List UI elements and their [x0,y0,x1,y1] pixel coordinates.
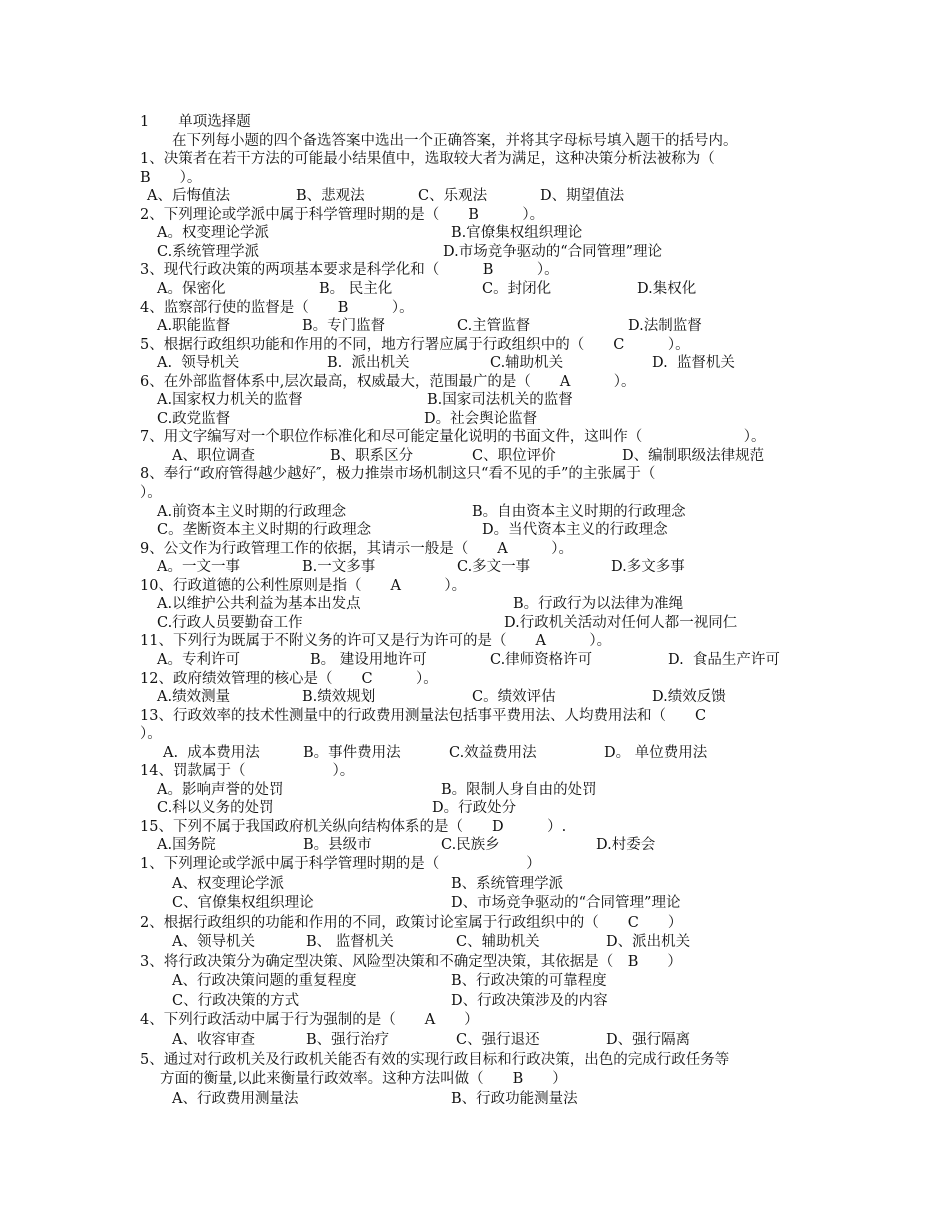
option: D.村委会 [596,837,656,854]
question-p1-13-cont: ）。 [140,726,162,743]
option: D. 监督机关 [652,355,735,372]
option: D.绩效反馈 [652,689,726,706]
option: A.绩效测量 [157,689,231,706]
option: C.科以义务的处罚 [157,800,274,817]
question-p1-1-cont: B ）。 [140,169,202,186]
option: B.国家司法机关的监督 [427,392,573,409]
option: A.职能监督 [157,318,231,335]
option: C、职位评价 [472,447,556,464]
option: A.前资本主义时期的行政理念 [157,503,347,520]
option: B、 监督机关 [306,934,394,951]
section-title: 1 单项选择题 [140,114,251,130]
question-p2-5: 5、通过对行政机关及行政机关能否有效的实现行政目标和行政决策，出色的完成行政任务等 [140,1051,730,1068]
question-p1-8-cont: ）。 [140,485,162,501]
option: A、权变理论学派 [172,875,284,892]
option: A、领导机关 [172,934,255,951]
option: D。社会舆论监督 [424,410,538,427]
instruction-text: 在下列每小题的四个备选答案中选出一个正确答案，并将其字母标号填入题干的括号内。 [172,132,738,149]
option: A。影响声誉的处罚 [157,781,284,798]
option: D。 单位费用法 [604,744,708,761]
question-p1-9: 9、公文作为行政管理工作的依据，其请示一般是（ A ）。 [140,540,573,557]
option: C.系统管理学派 [157,243,260,260]
option: B.官僚集权组织理论 [451,225,583,242]
option: C。垄断资本主义时期的行政理念 [157,522,372,539]
option: C、强行退还 [456,1031,540,1048]
option: D、编制职级法律规范 [622,447,765,464]
question-p1-15: 15、下列不属于我国政府机关纵向结构体系的是（ D ）. [140,818,567,835]
question-p2-1: 1、下列理论或学派中属于科学管理时期的是（ ） [140,856,541,872]
option: D、期望值法 [540,188,625,205]
question-p1-2: 2、下列理论或学派中属于科学管理时期的是（ B ）。 [140,206,545,223]
option: B.绩效规划 [302,689,376,706]
option: B。自由资本主义时期的行政理念 [472,503,686,520]
option: B。县级市 [303,837,372,854]
option: D.市场竞争驱动的“合同管理”理论 [443,243,663,260]
question-p2-3: 3、将行政决策分为确定型决策、风险型决策和不确定型决策，其依据是（ B ） [140,953,682,970]
option: A. 成本费用法 [163,744,260,761]
question-p1-8: 8、奉行“政府管得越少越好″，极力推崇市场机制这只“看不见的手”的主张属于（ [140,466,656,483]
question-p1-4: 4、监察部行使的监督是（ B ）。 [140,299,414,316]
option: A.国务院 [157,837,216,854]
option: A.以维护公共利益为基本出发点 [157,596,361,613]
option: D. 食品生产许可 [668,651,780,668]
question-p1-3: 3、现代行政决策的两项基本要求是科学化和（ B ）。 [140,262,559,279]
option: C.效益费用法 [449,744,537,761]
option: B、行政决策的可靠程度 [451,973,607,990]
option: C、行政决策的方式 [172,992,300,1009]
option: A、职位调查 [172,447,255,464]
option: C。封闭化 [482,280,552,297]
option: B、悲观法 [296,188,365,205]
option: A.国家权力机关的监督 [157,392,303,409]
option: B。行政行为以法律为准绳 [513,596,684,613]
option: A、后悔值法 [147,188,230,205]
option: A、收容审查 [172,1031,255,1048]
option: B。专门监督 [302,318,386,335]
option: D.行政机关活动对任何人都一视同仁 [504,614,738,631]
option: B. 派出机关 [327,355,410,372]
option: B.一文多事 [302,559,376,576]
option: D.法制监督 [628,318,702,335]
question-p1-13: 13、行政效率的技术性测量中的行政费用测量法包括事平费用法、人均费用法和（ C [140,707,707,724]
option: D。行政处分 [432,800,517,817]
question-p1-6: 6、在外部监督体系中,层次最高，权威最大，范围最广的是（ A ）。 [140,373,636,390]
option: B。事件费用法 [303,744,401,761]
option: C.民族乡 [441,837,500,854]
option: A。一文一事 [157,559,240,576]
option: D、强行隔离 [606,1031,691,1048]
option: B。 建设用地许可 [310,651,427,668]
option: B。 民主化 [319,280,393,297]
question-p1-10: 10、行政道德的公利性原则是指（ A ）。 [140,577,467,594]
option: A、行政决策问题的重复程度 [172,973,357,990]
option: D、市场竞争驱动的“合同管理”理论 [451,895,681,912]
question-p1-1: 1、决策者在若干方法的可能最小结果值中，选取较大者为满足，这种决策分析法被称为（ [140,151,715,168]
option: A。保密化 [157,280,226,297]
option: C.政党监督 [157,410,231,427]
option: B、强行治疗 [306,1031,390,1048]
option: D。当代资本主义的行政理念 [482,522,668,539]
option: D、行政决策涉及的内容 [451,992,608,1009]
option: B。限制人身自由的处罚 [441,781,597,798]
question-p2-4: 4、下列行政活动中属于行为强制的是（ A ） [140,1012,479,1029]
question-p1-12: 12、政府绩效管理的核心是（ C ）。 [140,670,438,687]
option: C.主管监督 [457,318,531,335]
option: C.律师资格许可 [490,651,593,668]
option: A. 领导机关 [157,355,240,372]
question-p1-7: 7、用文字编写对一个职位作标准化和尽可能定量化说明的书面文件，这叫作（ ）。 [140,429,766,446]
option: D、派出机关 [606,934,691,951]
option: C、乐观法 [418,188,488,205]
question-p1-5: 5、根据行政组织功能和作用的不同，地方行署应属于行政组织中的（ C ）。 [140,336,690,353]
option: C.行政人员要勤奋工作 [157,614,303,631]
question-p1-14: 14、罚款属于（ ）。 [140,763,355,780]
option: C.多文一事 [457,559,531,576]
option: C。绩效评估 [472,689,556,706]
question-p2-5-cont: 方面的衡量,以此来衡量行政效率。这种方法叫做（ B ） [160,1071,567,1088]
option: D.集权化 [637,280,697,297]
option: B、行政功能测量法 [451,1090,578,1107]
question-p1-11: 11、下列行为既属于不附义务的许可又是行为许可的是（ A ）。 [140,633,612,650]
option: C、官僚集权组织理论 [172,895,314,912]
option: A。专利许可 [157,651,240,668]
option: A。权变理论学派 [157,225,269,242]
question-p2-2: 2、根据行政组织的功能和作用的不同，政策讨论室属于行政组织中的（ C ） [140,914,683,931]
option: A、行政费用测量法 [172,1090,299,1107]
option: C.辅助机关 [490,355,564,372]
option: C、辅助机关 [456,934,540,951]
option: B、系统管理学派 [451,875,564,892]
option: D.多文多事 [611,559,685,576]
option: B、职系区分 [330,447,414,464]
